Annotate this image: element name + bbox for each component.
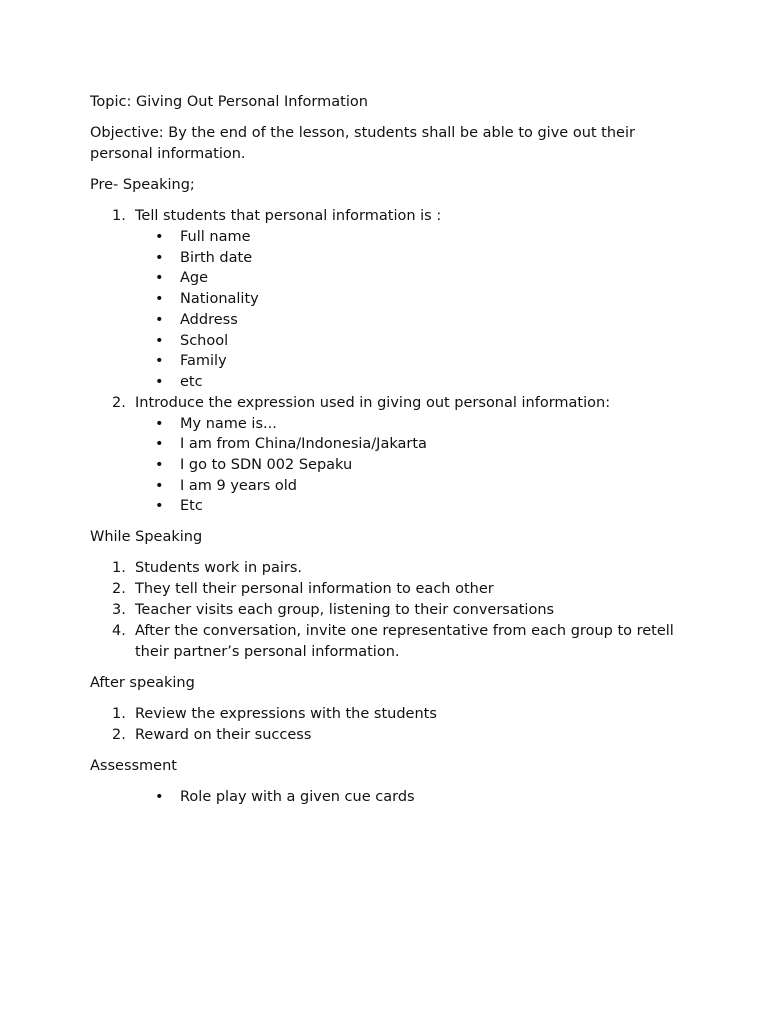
bullet-icon: • [155, 353, 164, 370]
step-number: 1. [112, 560, 126, 577]
while-speaking-heading: While Speaking [90, 529, 203, 546]
list-item: • Age [135, 268, 690, 289]
list-item: • Role play with a given cue cards [90, 787, 690, 808]
step-text: Introduce the expression used in giving out personal information: [135, 394, 611, 411]
step-text: Tell students that personal information is : [135, 208, 442, 224]
step-text: Teacher visits each group, listening to their conversations [135, 602, 555, 619]
step-text: Students work in pairs. [135, 560, 303, 577]
step-number: 4. [112, 623, 126, 640]
list-item: • I go to SDN 002 Sepaku [135, 455, 690, 476]
list-item: • Address [135, 310, 690, 331]
bullet-icon: • [155, 229, 164, 245]
bullet-icon: • [155, 789, 164, 806]
topic-line: Topic: Giving Out Personal Information [90, 94, 368, 110]
pre-speaking-step [90, 206, 690, 393]
objective-line: Objective: By the end of the lesson, students shall be able to give out their personal information. [90, 125, 635, 162]
list-item: • I am from China/Indonesia/Jakarta [135, 434, 690, 455]
step-text: Review the expressions with the students [135, 706, 437, 723]
step-text: They tell their personal information to each other [135, 581, 494, 598]
while-speaking-step [90, 600, 690, 621]
bullet-icon: • [155, 436, 164, 453]
list-item: • Etc [135, 496, 690, 517]
while-speaking-step [90, 558, 690, 579]
step-text: After the conversation, invite one representative from each group to retell their partner’s personal information. [135, 623, 674, 661]
pre-speaking-list [90, 206, 690, 517]
after-speaking-heading: After speaking [90, 675, 195, 692]
list-item: • Nationality [135, 289, 690, 310]
step-number: 1. [112, 706, 126, 723]
bullet-icon: • [155, 498, 164, 515]
expression-bullets [135, 414, 690, 518]
list-item: • Family [135, 351, 690, 372]
list-item: • My name is... [135, 414, 690, 435]
bullet-icon: • [155, 373, 164, 390]
list-item: • Full name [135, 227, 690, 248]
after-speaking-list [90, 704, 690, 746]
assessment-heading: Assessment [90, 758, 177, 775]
while-speaking-list [90, 558, 690, 663]
step-number: 2. [112, 394, 126, 411]
bullet-icon: • [155, 270, 164, 287]
bullet-icon: • [155, 311, 164, 328]
list-item: • I am 9 years old [135, 476, 690, 497]
bullet-icon: • [155, 415, 164, 432]
bullet-icon: • [155, 291, 164, 308]
while-speaking-step [90, 621, 690, 663]
list-item: • Birth date [135, 248, 690, 269]
step-number: 1. [112, 208, 126, 224]
step-number: 3. [112, 602, 126, 619]
bullet-icon: • [155, 249, 164, 266]
after-speaking-step [90, 725, 690, 746]
list-item: • School [135, 331, 690, 352]
bullet-icon: • [155, 332, 164, 349]
document-page [90, 92, 690, 808]
step-text: Reward on their success [135, 727, 312, 744]
after-speaking-step [90, 704, 690, 725]
step-number: 2. [112, 727, 126, 744]
while-speaking-step [90, 579, 690, 600]
bullet-icon: • [155, 477, 164, 494]
list-item: • etc [135, 372, 690, 393]
pre-speaking-step [90, 393, 690, 518]
personal-info-bullets [135, 227, 690, 393]
pre-speaking-heading: Pre- Speaking; [90, 177, 195, 193]
bullet-icon: • [155, 457, 164, 474]
step-number: 2. [112, 581, 126, 598]
assessment-list [90, 787, 690, 808]
